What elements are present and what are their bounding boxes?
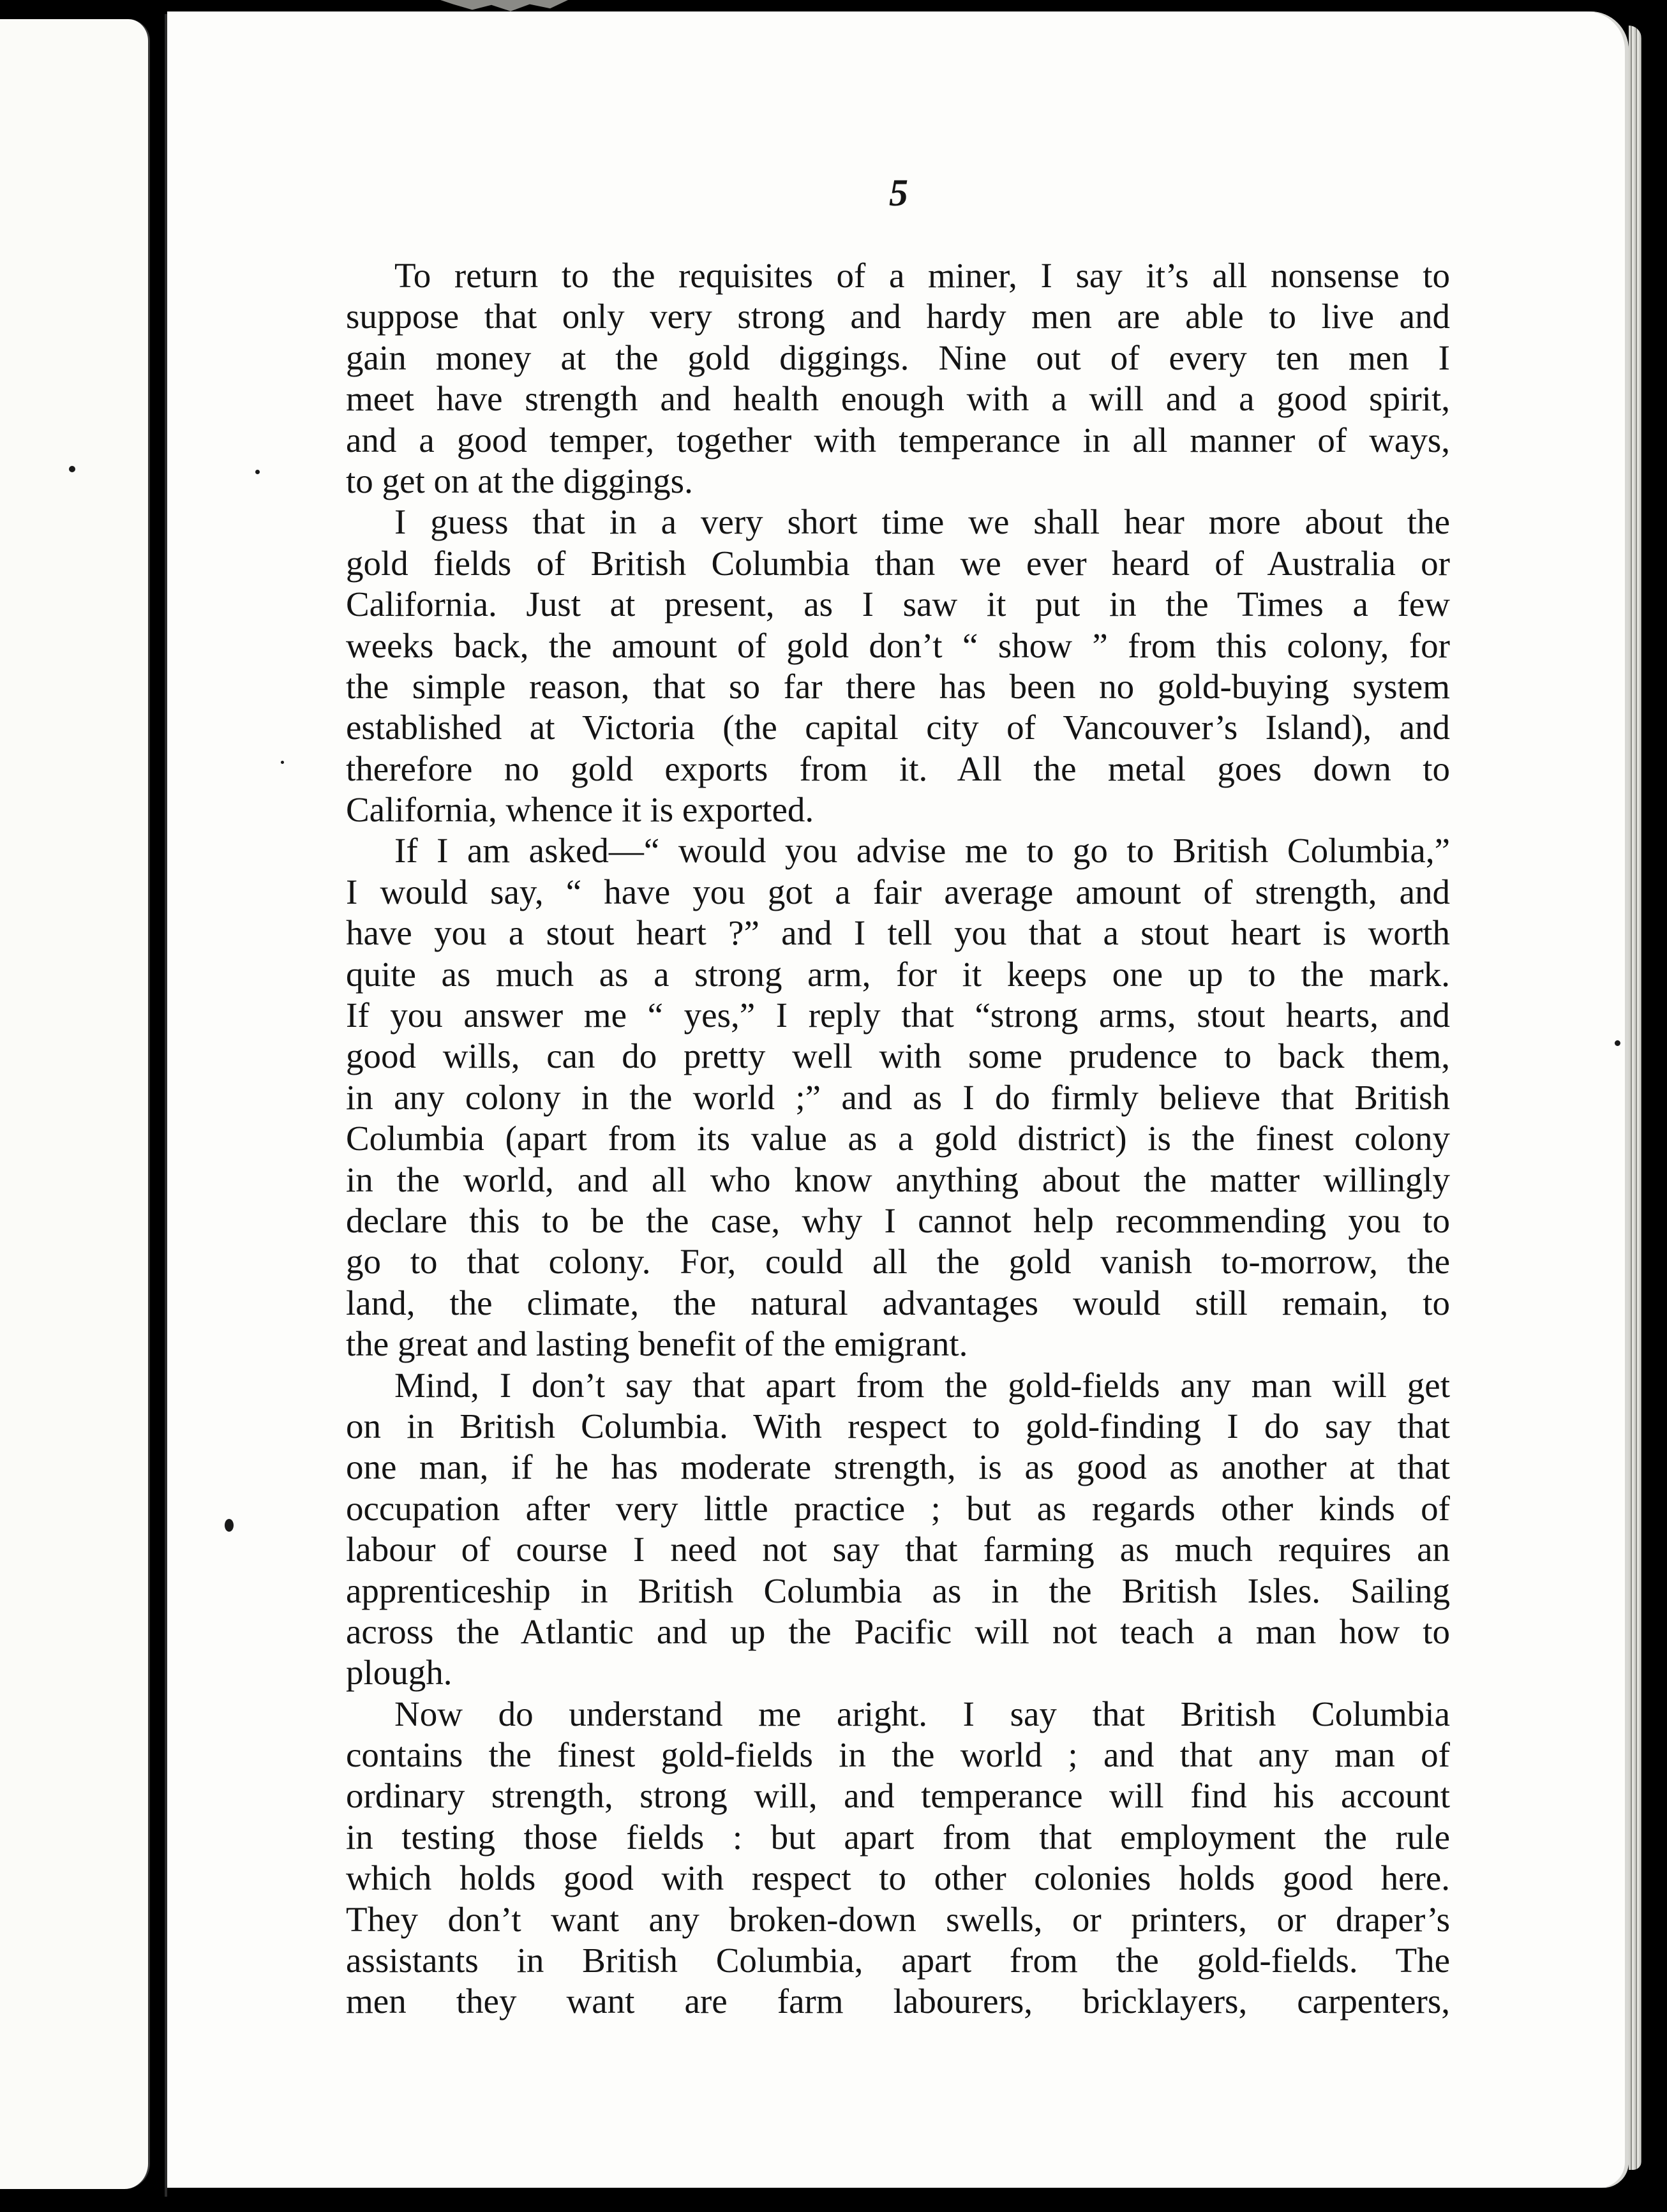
text-line: to get on at the diggings. <box>346 461 693 500</box>
text-line: quite as much as a strong arm, for it keeps one up to the mark. <box>346 954 1450 994</box>
text-line: meet have strength and health enough with a will and a good spirit, <box>346 379 1450 419</box>
text-line: Mind, I don’t say that apart from the gold-fields any man will get <box>394 1365 1450 1405</box>
text-line: the simple reason, that so far there has been no gold-buying system <box>346 666 1450 706</box>
text-line: therefore no gold exports from it. All the metal goes down to <box>346 749 1450 788</box>
text-line: good wills, can do pretty well with some prudence to back them, <box>346 1036 1450 1076</box>
text-line: across the Atlantic and up the Pacific will not teach a man how to <box>346 1611 1450 1651</box>
margin-speck <box>69 466 75 472</box>
margin-speck <box>1615 1040 1620 1046</box>
text-line: To return to the requisites of a miner, I say it’s all nonsense to <box>394 256 1450 295</box>
text-line: which holds good with respect to other colonies holds good here. <box>346 1858 1450 1898</box>
text-line: go to that colony. For, could all the gold vanish to-morrow, the <box>346 1242 1450 1282</box>
text-line: plough. <box>346 1653 452 1693</box>
text-line: suppose that only very strong and hardy men are able to live and <box>346 297 1450 336</box>
text-line: California, whence it is exported. <box>346 790 814 830</box>
body-text <box>346 255 1450 2022</box>
text-line: and a good temper, together with temperance in all manner of ways, <box>346 420 1450 460</box>
text-line: the great and lasting benefit of the emigrant. <box>346 1324 968 1364</box>
text-line: occupation after very little practice ; but as regards other kinds of <box>346 1488 1450 1528</box>
text-line: in the world, and all who know anything about the matter willingly <box>346 1160 1450 1199</box>
text-line: ordinary strength, strong will, and temperance will find his account <box>346 1776 1450 1816</box>
text-line: men they want are farm labourers, bricklayers, carpenters, <box>346 1982 1450 2021</box>
text-line: on in British Columbia. With respect to gold-finding I do say that <box>346 1406 1450 1446</box>
text-line: They don’t want any broken-down swells, or printers, or draper’s <box>346 1899 1450 1939</box>
margin-speck <box>255 470 260 474</box>
text-line: have you a stout heart ?” and I tell you that a stout heart is worth <box>346 913 1450 953</box>
text-line: declare this to be the case, why I cannot help recommending you to <box>346 1200 1450 1240</box>
margin-speck <box>281 761 284 764</box>
text-line: in testing those fields : but apart from that employment the rule <box>346 1817 1450 1857</box>
text-line: Columbia (apart from its value as a gold district) is the finest colony <box>346 1119 1450 1158</box>
text-line: apprenticeship in British Columbia as in the British Isles. Sailing <box>346 1571 1450 1610</box>
text-line: Now do understand me aright. I say that British Columbia <box>394 1694 1450 1733</box>
text-line: contains the finest gold-fields in the world ; and that any man of <box>346 1735 1450 1775</box>
text-line: If I am asked—“ would you advise me to go to British Columbia,” <box>394 831 1450 871</box>
left-page-edge <box>0 19 150 2189</box>
page-stack-edge <box>1629 26 1641 2170</box>
text-line: weeks back, the amount of gold don’t “ show ” from this colony, for <box>346 625 1450 665</box>
page-number: 5 <box>889 172 908 214</box>
text-line: in any colony in the world ;” and as I do firmly believe that British <box>346 1077 1450 1117</box>
text-line: I would say, “ have you got a fair average amount of strength, and <box>346 872 1450 911</box>
text-line: If you answer me “ yes,” I reply that “strong arms, stout hearts, and <box>346 996 1450 1035</box>
text-line: California. Just at present, as I saw it put in the Times a few <box>346 585 1450 624</box>
text-line: gain money at the gold diggings. Nine out of every ten men I <box>346 338 1450 377</box>
text-line: established at Victoria (the capital city of Vancouver’s Island), and <box>346 708 1450 747</box>
text-line: one man, if he has moderate strength, is as good as another at that <box>346 1447 1450 1487</box>
text-line: land, the climate, the natural advantages would still remain, to <box>346 1283 1450 1322</box>
text-line: labour of course I need not say that farming as much requires an <box>346 1530 1450 1569</box>
text-line: assistants in British Columbia, apart from the gold-fields. The <box>346 1941 1450 1980</box>
text-line: I guess that in a very short time we shall hear more about the <box>394 502 1450 542</box>
margin-speck <box>225 1519 234 1532</box>
text-line: gold fields of British Columbia than we ever heard of Australia or <box>346 543 1450 583</box>
